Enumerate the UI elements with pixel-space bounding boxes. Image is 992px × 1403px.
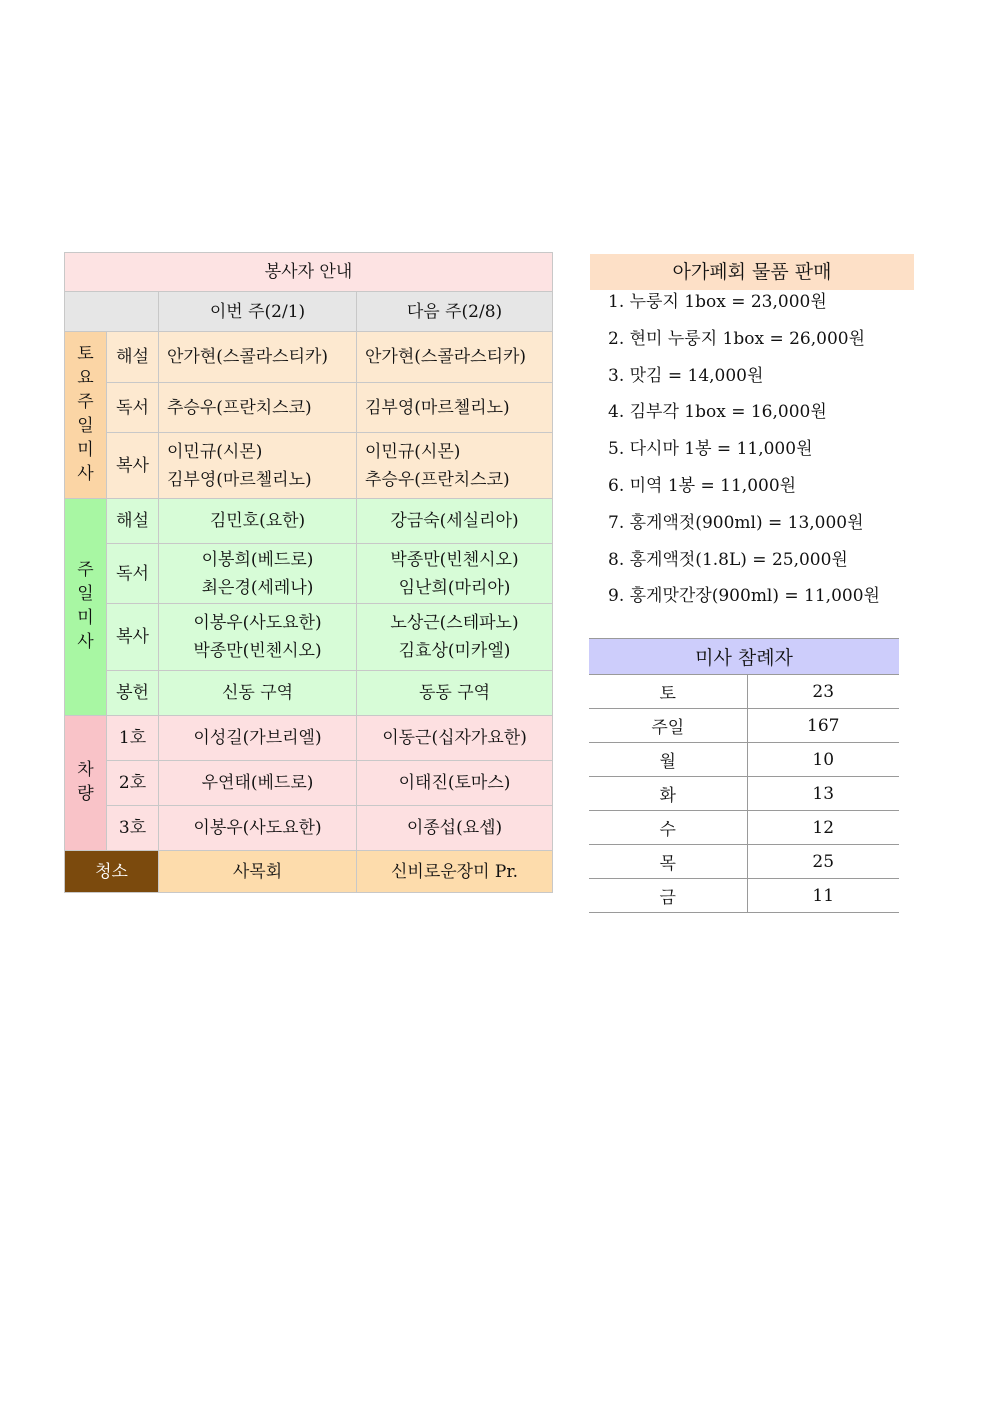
- group-label-saturday-mass: 토요주일미사: [65, 332, 107, 499]
- table-row: [65, 544, 553, 604]
- this-week-volunteer: 이봉희(베드로) 최은경(세레나): [159, 544, 357, 604]
- attendance-count: 25: [747, 845, 899, 879]
- attendance-day: 목: [589, 845, 747, 879]
- table-row: [65, 851, 553, 893]
- sales-list: [608, 284, 880, 615]
- attendance-count: 23: [747, 675, 899, 709]
- table-row: [65, 671, 553, 716]
- header-blank-cell: [65, 292, 159, 332]
- this-week-volunteer: 이민규(시몬) 김부영(마르첼리노): [159, 433, 357, 499]
- attendance-count: 13: [747, 777, 899, 811]
- role-label: 3호: [107, 806, 159, 851]
- table-row: [65, 332, 553, 383]
- attendance-day: 토: [589, 675, 747, 709]
- table-row: [589, 845, 899, 879]
- table-row: [589, 675, 899, 709]
- list-item: 5. 다시마 1봉 = 11,000원: [608, 439, 813, 460]
- this-week-volunteer: 추승우(프란치스코): [159, 383, 357, 433]
- table-row: [65, 716, 553, 761]
- table-row: [589, 743, 899, 777]
- attendance-table: [589, 638, 899, 913]
- role-label: 해설: [107, 499, 159, 544]
- sales-title: 아가페회 물품 판매: [590, 254, 914, 290]
- role-label: 복사: [107, 433, 159, 499]
- role-label: 복사: [107, 604, 159, 671]
- next-week-volunteer: 안가현(스콜라스티카): [357, 332, 553, 383]
- list-item: 8. 홍게액젓(1.8L) = 25,000원: [608, 549, 848, 570]
- attendance-day: 주일: [589, 709, 747, 743]
- attendance-day: 월: [589, 743, 747, 777]
- column-header-next-week: 다음 주(2/8): [357, 292, 553, 332]
- table-row: [65, 761, 553, 806]
- this-week-volunteer: 이봉우(사도요한) 박종만(빈첸시오): [159, 604, 357, 671]
- group-label-sunday-mass: 주일미사: [65, 499, 107, 716]
- next-week-volunteer: 동동 구역: [357, 671, 553, 716]
- next-week-volunteer: 이종섭(요셉): [357, 806, 553, 851]
- attendance-day: 수: [589, 811, 747, 845]
- table-row: [65, 806, 553, 851]
- list-item: 7. 홍게액젓(900ml) = 13,000원: [608, 512, 864, 533]
- attendance-day: 화: [589, 777, 747, 811]
- table-row: [65, 383, 553, 433]
- attendance-count: 10: [747, 743, 899, 777]
- role-label: 독서: [107, 383, 159, 433]
- this-week-volunteer: 이성길(가브리엘): [159, 716, 357, 761]
- role-label: 2호: [107, 761, 159, 806]
- attendance-title: 미사 참례자: [589, 639, 899, 675]
- attendance-count: 11: [747, 879, 899, 913]
- role-label: 봉헌: [107, 671, 159, 716]
- next-week-volunteer: 박종만(빈첸시오) 임난희(마리아): [357, 544, 553, 604]
- list-item: 2. 현미 누룽지 1box = 26,000원: [608, 328, 866, 349]
- role-label: 해설: [107, 332, 159, 383]
- attendance-count: 167: [747, 709, 899, 743]
- this-week-volunteer: 우연태(베드로): [159, 761, 357, 806]
- group-label-vehicle: 차량: [65, 716, 107, 851]
- table-row: [589, 709, 899, 743]
- list-item: 4. 김부각 1box = 16,000원: [608, 402, 827, 423]
- next-week-volunteer: 강금숙(세실리아): [357, 499, 553, 544]
- list-item: 1. 누룽지 1box = 23,000원: [608, 292, 827, 312]
- this-week-volunteer: 이봉우(사도요한): [159, 806, 357, 851]
- cleaning-next-week: 신비로운장미 Pr.: [357, 851, 553, 893]
- next-week-volunteer: 이태진(토마스): [357, 761, 553, 806]
- this-week-volunteer: 신동 구역: [159, 671, 357, 716]
- cleaning-label: 청소: [65, 851, 159, 893]
- role-label: 독서: [107, 544, 159, 604]
- column-header-this-week: 이번 주(2/1): [159, 292, 357, 332]
- next-week-volunteer: 이동근(십자가요한): [357, 716, 553, 761]
- table-row: [65, 433, 553, 499]
- table-row: [589, 811, 899, 845]
- next-week-volunteer: 이민규(시몬) 추승우(프란치스코): [357, 433, 553, 499]
- table-row: [65, 604, 553, 671]
- table-row: [589, 879, 899, 913]
- role-label: 1호: [107, 716, 159, 761]
- table-row: [65, 499, 553, 544]
- list-item: 6. 미역 1봉 = 11,000원: [608, 475, 797, 496]
- this-week-volunteer: 김민호(요한): [159, 499, 357, 544]
- list-item: 3. 맛김 = 14,000원: [608, 365, 764, 386]
- volunteer-table: [64, 252, 553, 893]
- list-item: 9. 홍게맛간장(900ml) = 11,000원: [608, 586, 880, 607]
- this-week-volunteer: 안가현(스콜라스티카): [159, 332, 357, 383]
- next-week-volunteer: 김부영(마르첼리노): [357, 383, 553, 433]
- attendance-day: 금: [589, 879, 747, 913]
- table-row: [589, 777, 899, 811]
- attendance-count: 12: [747, 811, 899, 845]
- next-week-volunteer: 노상근(스테파노) 김효상(미카엘): [357, 604, 553, 671]
- volunteer-table-title: 봉사자 안내: [65, 253, 553, 292]
- cleaning-this-week: 사목회: [159, 851, 357, 893]
